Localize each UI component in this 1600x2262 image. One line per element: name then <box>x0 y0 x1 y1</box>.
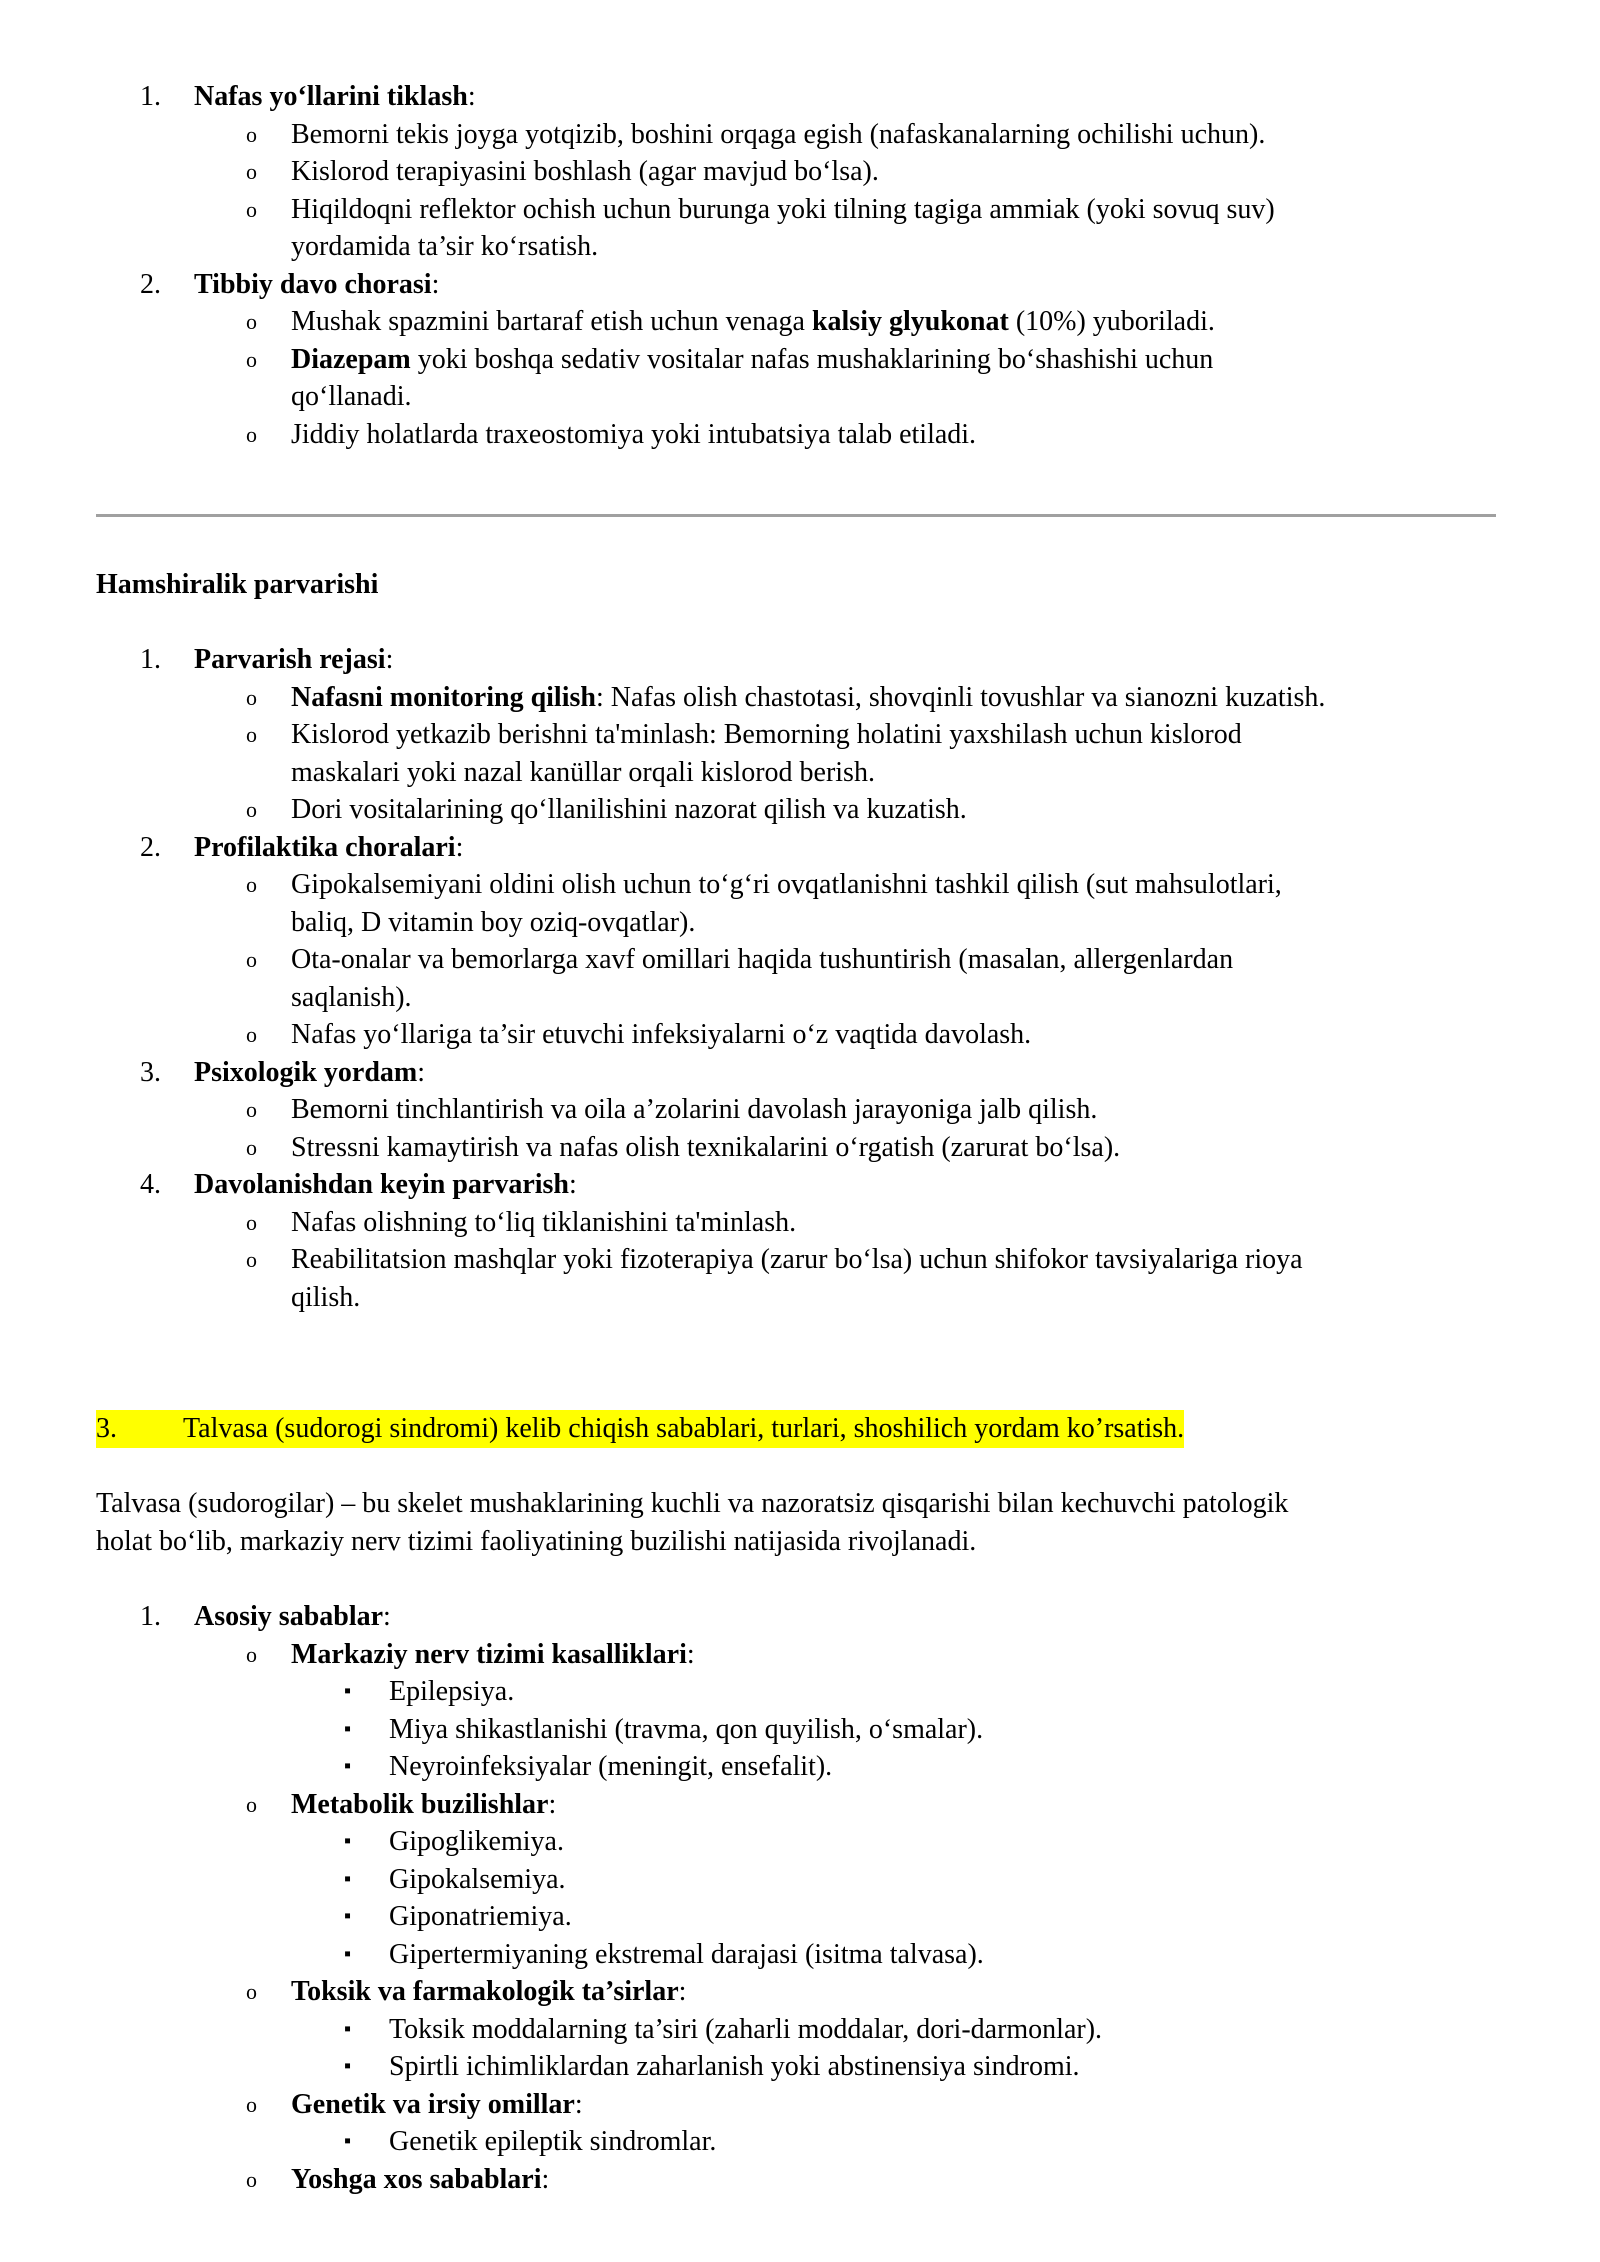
circle-bullet-icon: o <box>246 309 257 334</box>
square-bullet-icon: ▪ <box>344 1905 352 1927</box>
item-title: Nafas yo‘llarini tiklash <box>194 81 468 112</box>
circle-bullet-icon: o <box>246 1210 257 1235</box>
circle-bullet-icon: o <box>246 1792 257 1817</box>
list-number: 1. <box>140 81 161 112</box>
horizontal-divider <box>96 514 1496 517</box>
square-bullet-icon: ▪ <box>344 1868 352 1890</box>
square-bullet-icon: ▪ <box>344 1680 352 1702</box>
square-bullet-icon: ▪ <box>344 2018 352 2040</box>
circle-bullet-icon: o <box>246 1642 257 1667</box>
item-title: Asosiy sabablar <box>194 1601 384 1632</box>
circle-bullet-icon: o <box>246 122 257 147</box>
circle-bullet-icon: o <box>246 2092 257 2117</box>
square-bullet-icon: ▪ <box>344 1755 352 1777</box>
square-bullet-icon: ▪ <box>344 1718 352 1740</box>
circle-bullet-icon: o <box>246 347 257 372</box>
list-number: 3. <box>140 1057 161 1088</box>
circle-bullet-icon: o <box>246 1247 257 1272</box>
circle-bullet-icon: o <box>246 1022 257 1047</box>
circle-bullet-icon: o <box>246 797 257 822</box>
circle-bullet-icon: o <box>246 947 257 972</box>
square-bullet-icon: ▪ <box>344 2055 352 2077</box>
list-number: 4. <box>140 1169 161 1200</box>
circle-bullet-icon: o <box>246 872 257 897</box>
square-bullet-icon: ▪ <box>344 1830 352 1852</box>
circle-bullet-icon: o <box>246 159 257 184</box>
item-title: Psixologik yordam <box>194 1057 418 1088</box>
circle-bullet-icon: o <box>246 1097 257 1122</box>
list-number: 1. <box>140 644 161 675</box>
circle-bullet-icon: o <box>246 722 257 747</box>
list-number: 2. <box>140 832 161 863</box>
square-bullet-icon: ▪ <box>344 2130 352 2152</box>
item-title: Tibbiy davo chorasi <box>194 269 432 300</box>
item-title: Davolanishdan keyin parvarish <box>194 1169 569 1200</box>
list-number: 1. <box>140 1601 161 1632</box>
list-number: 2. <box>140 269 161 300</box>
circle-bullet-icon: o <box>246 1979 257 2004</box>
circle-bullet-icon: o <box>246 422 257 447</box>
circle-bullet-icon: o <box>246 197 257 222</box>
circle-bullet-icon: o <box>246 2167 257 2192</box>
document-page: 1. Nafas yo‘llarini tiklash: o Bemorni tekis joyga yotqizib, boshini orqaga egish (nafaskanalarning ochilishi uchun). o Kislorod terapiyasini boshlash (agar mavjud bo‘lsa). o Hiqildoqni reflektor ochish uchun burunga yoki tilning tagiga ammiak (yoki sovuq suv) yordamida ta’sir ko‘rsatish. 2. Tibbiy davo chorasi: o Mushak spazmini bartaraf etish uchun venaga kalsiy glyukonat (10%) yuboriladi. o Diazepam yoki boshqa sedativ vositalar nafas mushaklarining bo‘shashishi uchun qo‘llanadi. o Jiddiy holatlarda traxeostomiya yoki intubatsiya talab etiladi. Hamshiralik parvarishi 1. Parvarish rejasi: o Nafasni monitoring qilish: Nafas olish chastotasi, shovqinli tovushlar va sianozni kuzatish. o Kislorod yetkazib berishni ta'minlash: Bemorning holatini yaxshilash uchun kislorod maskalari yoki nazal kanüllar orqali kislorod berish. o Dori vositalarining qo‘llanilishini nazorat qilish va kuzatish. 2. Profilaktika choralari: o Gipokalsemiyani oldini olish uchun to‘g‘ri ovqatlanishni tashkil qilish (sut mahsulotlari, baliq, D vitamin boy oziq-ovqatlar). o Ota-onalar va bemorlarga xavf omillari haqida tushuntirish (masalan, allergenlardan saqlanish). o Nafas yo‘llariga ta’sir etuvchi infeksiyalarni o‘z vaqtida davolash. 3. Psixologik yordam: o Bemorni tinchlantirish va oila a’zolarini davolash jarayoniga jalb qilish. o Stressni kamaytirish va nafas olish texnikalarini o‘rgatish (zarurat bo‘lsa). 4. Davolanishdan keyin parvarish: o Nafas olishning to‘liq tiklanishini ta'minlash. o Reabilitatsion mashqlar yoki fizoterapiya (zarur bo‘lsa) uchun shifokor tavsiyalariga rioya qilish. 3. Talvasa (sudorogi sindromi) kelib chiqish sabablari, turlari, shoshilich yordam ko’rsatish. Talvasa (sudorogilar) – bu skelet mushaklarining kuchli va nazoratsiz qisqarishi bilan kechuvchi patologik holat bo‘lib, markaziy nerv tizimi faoliyatining buzilishi natijasida rivojlanadi. 1. Asosiy sabablar: o Markaziy nerv tizimi kasalliklari: ▪ Epilepsiya. ▪ Miya shikastlanishi (travma, qon quyilish, o‘smalar). ▪ Neyroinfeksiyalar (meningit, ensefalit). o Metabolik buzilishlar: ▪ Gipoglikemiya. ▪ Gipokalsemiya. ▪ Giponatriemiya. ▪ Gipertermiyaning ekstremal darajasi (isitma talvasa). o Toksik va farmakologik ta’sirlar: ▪ Toksik moddalarning ta’siri (zaharli moddalar, dori-darmonlar). ▪ Spirtli ichimliklardan zaharlanish yoki abstinensiya sindromi. o Genetik va irsiy omillar: ▪ Genetik epileptik sindromlar. o Yoshga xos sabablari: <box>0 0 1600 2262</box>
item-title: Parvarish rejasi <box>194 644 386 675</box>
circle-bullet-icon: o <box>246 685 257 710</box>
circle-bullet-icon: o <box>246 1135 257 1160</box>
square-bullet-icon: ▪ <box>344 1943 352 1965</box>
item-title: Profilaktika choralari <box>194 832 456 863</box>
